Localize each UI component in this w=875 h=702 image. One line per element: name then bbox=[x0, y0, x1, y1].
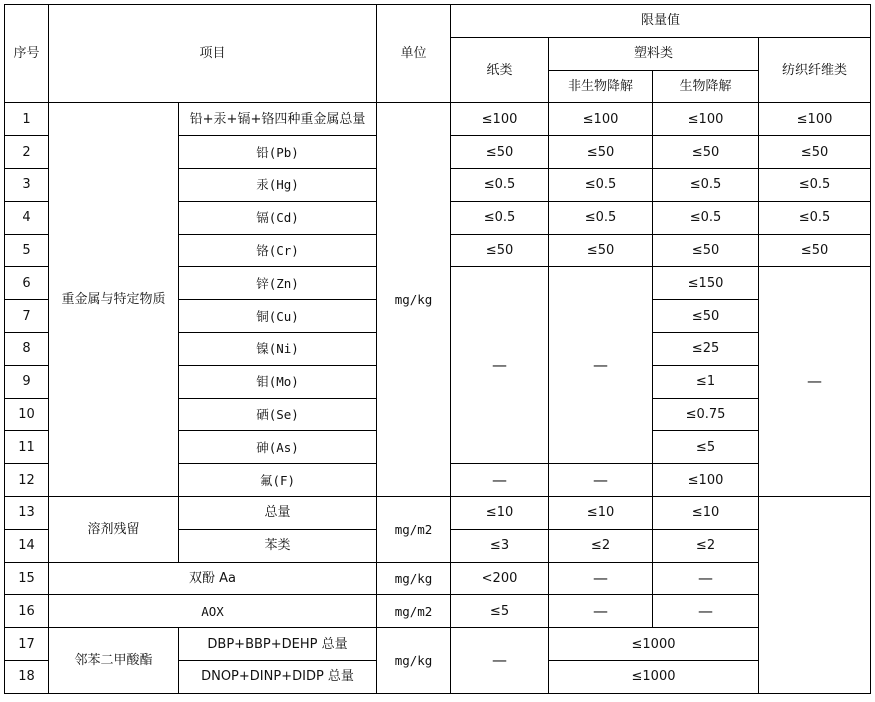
value-textile-dash: — bbox=[759, 267, 871, 497]
value-bio: ≤100 bbox=[653, 103, 759, 136]
row-item: 铅(Pb) bbox=[179, 136, 377, 169]
group-solvent: 溶剂残留 bbox=[49, 496, 179, 562]
row-no: 10 bbox=[5, 398, 49, 431]
row-item: 总量 bbox=[179, 496, 377, 529]
value-paper: ≤3 bbox=[451, 529, 549, 562]
row-no: 6 bbox=[5, 267, 49, 300]
row-item: 铅+汞+镉+铬四种重金属总量 bbox=[179, 103, 377, 136]
value-paper: ≤5 bbox=[451, 595, 549, 628]
value-nonbio: ≤50 bbox=[549, 234, 653, 267]
header-paper: 纸类 bbox=[451, 37, 549, 103]
row-no: 14 bbox=[5, 529, 49, 562]
row-item: 铜(Cu) bbox=[179, 300, 377, 333]
value-paper: ≤0.5 bbox=[451, 168, 549, 201]
value-bio: ≤0.75 bbox=[653, 398, 759, 431]
value-paper: ≤100 bbox=[451, 103, 549, 136]
value-bio: — bbox=[653, 595, 759, 628]
value-bio: ≤50 bbox=[653, 300, 759, 333]
group-heavy-metal: 重金属与特定物质 bbox=[49, 103, 179, 497]
value-nonbio-dash: — bbox=[549, 267, 653, 464]
header-seq: 序号 bbox=[5, 5, 49, 103]
row-no: 3 bbox=[5, 168, 49, 201]
value-textile: ≤100 bbox=[759, 103, 871, 136]
row-item: 硒(Se) bbox=[179, 398, 377, 431]
table-row bbox=[5, 628, 871, 661]
table-row bbox=[5, 562, 871, 595]
header-textile: 纺织纤维类 bbox=[759, 37, 871, 103]
header-limit: 限量值 bbox=[451, 5, 871, 38]
unit-mgm2: mg/m2 bbox=[377, 496, 451, 562]
row-no: 12 bbox=[5, 464, 49, 497]
group-aox: AOX bbox=[49, 595, 377, 628]
value-textile: ≤0.5 bbox=[759, 201, 871, 234]
value-bio: ≤100 bbox=[653, 464, 759, 497]
row-item: 汞(Hg) bbox=[179, 168, 377, 201]
value-plastic: ≤1000 bbox=[549, 628, 759, 661]
row-no: 8 bbox=[5, 332, 49, 365]
value-textile: ≤50 bbox=[759, 136, 871, 169]
row-no: 5 bbox=[5, 234, 49, 267]
row-no: 16 bbox=[5, 595, 49, 628]
value-nonbio: ≤50 bbox=[549, 136, 653, 169]
value-textile-empty bbox=[759, 496, 871, 693]
value-bio: ≤0.5 bbox=[653, 201, 759, 234]
value-nonbio: ≤100 bbox=[549, 103, 653, 136]
value-textile: ≤50 bbox=[759, 234, 871, 267]
value-nonbio: ≤0.5 bbox=[549, 201, 653, 234]
row-item: 铬(Cr) bbox=[179, 234, 377, 267]
row-no: 4 bbox=[5, 201, 49, 234]
header-item: 项目 bbox=[49, 5, 377, 103]
value-nonbio: ≤2 bbox=[549, 529, 653, 562]
unit-mgkg: mg/kg bbox=[377, 562, 451, 595]
row-item: 氟(F) bbox=[179, 464, 377, 497]
table-row bbox=[5, 103, 871, 136]
value-nonbio: ≤0.5 bbox=[549, 168, 653, 201]
row-no: 1 bbox=[5, 103, 49, 136]
value-paper-dash: — bbox=[451, 628, 549, 694]
value-bio: ≤0.5 bbox=[653, 168, 759, 201]
value-bio: ≤25 bbox=[653, 332, 759, 365]
row-no: 7 bbox=[5, 300, 49, 333]
row-no: 9 bbox=[5, 365, 49, 398]
row-no: 15 bbox=[5, 562, 49, 595]
limit-table bbox=[4, 4, 871, 694]
value-nonbio: — bbox=[549, 464, 653, 497]
value-bio: ≤50 bbox=[653, 234, 759, 267]
row-item: 镍(Ni) bbox=[179, 332, 377, 365]
value-nonbio: — bbox=[549, 595, 653, 628]
row-item: 砷(As) bbox=[179, 431, 377, 464]
row-no: 13 bbox=[5, 496, 49, 529]
row-item: 钼(Mo) bbox=[179, 365, 377, 398]
row-item: 镉(Cd) bbox=[179, 201, 377, 234]
value-textile: ≤0.5 bbox=[759, 168, 871, 201]
row-item: 苯类 bbox=[179, 529, 377, 562]
unit-mgkg: mg/kg bbox=[377, 628, 451, 694]
value-bio: ≤50 bbox=[653, 136, 759, 169]
row-item: 锌(Zn) bbox=[179, 267, 377, 300]
value-paper-dash: — bbox=[451, 267, 549, 464]
header-non-bio: 非生物降解 bbox=[549, 70, 653, 103]
value-bio: ≤10 bbox=[653, 496, 759, 529]
value-plastic: ≤1000 bbox=[549, 660, 759, 693]
row-no: 17 bbox=[5, 628, 49, 661]
row-no: 11 bbox=[5, 431, 49, 464]
value-paper: <200 bbox=[451, 562, 549, 595]
group-phthalate: 邻苯二甲酸酯 bbox=[49, 628, 179, 694]
value-paper: ≤50 bbox=[451, 234, 549, 267]
value-paper: — bbox=[451, 464, 549, 497]
value-bio: ≤2 bbox=[653, 529, 759, 562]
value-paper: ≤50 bbox=[451, 136, 549, 169]
value-paper: ≤10 bbox=[451, 496, 549, 529]
table-row bbox=[5, 496, 871, 529]
value-nonbio: ≤10 bbox=[549, 496, 653, 529]
row-no: 2 bbox=[5, 136, 49, 169]
group-bpa: 双酚 Aa bbox=[49, 562, 377, 595]
value-bio: ≤5 bbox=[653, 431, 759, 464]
header-plastic: 塑料类 bbox=[549, 37, 759, 70]
value-nonbio: — bbox=[549, 562, 653, 595]
unit-mgm2: mg/m2 bbox=[377, 595, 451, 628]
table-row bbox=[5, 595, 871, 628]
header-unit: 单位 bbox=[377, 5, 451, 103]
row-no: 18 bbox=[5, 660, 49, 693]
value-bio: ≤150 bbox=[653, 267, 759, 300]
row-item: DBP+BBP+DEHP 总量 bbox=[179, 628, 377, 661]
value-bio: — bbox=[653, 562, 759, 595]
row-item: DNOP+DINP+DIDP 总量 bbox=[179, 660, 377, 693]
value-paper: ≤0.5 bbox=[451, 201, 549, 234]
unit-mgkg: mg/kg bbox=[377, 103, 451, 497]
header-bio: 生物降解 bbox=[653, 70, 759, 103]
value-bio: ≤1 bbox=[653, 365, 759, 398]
